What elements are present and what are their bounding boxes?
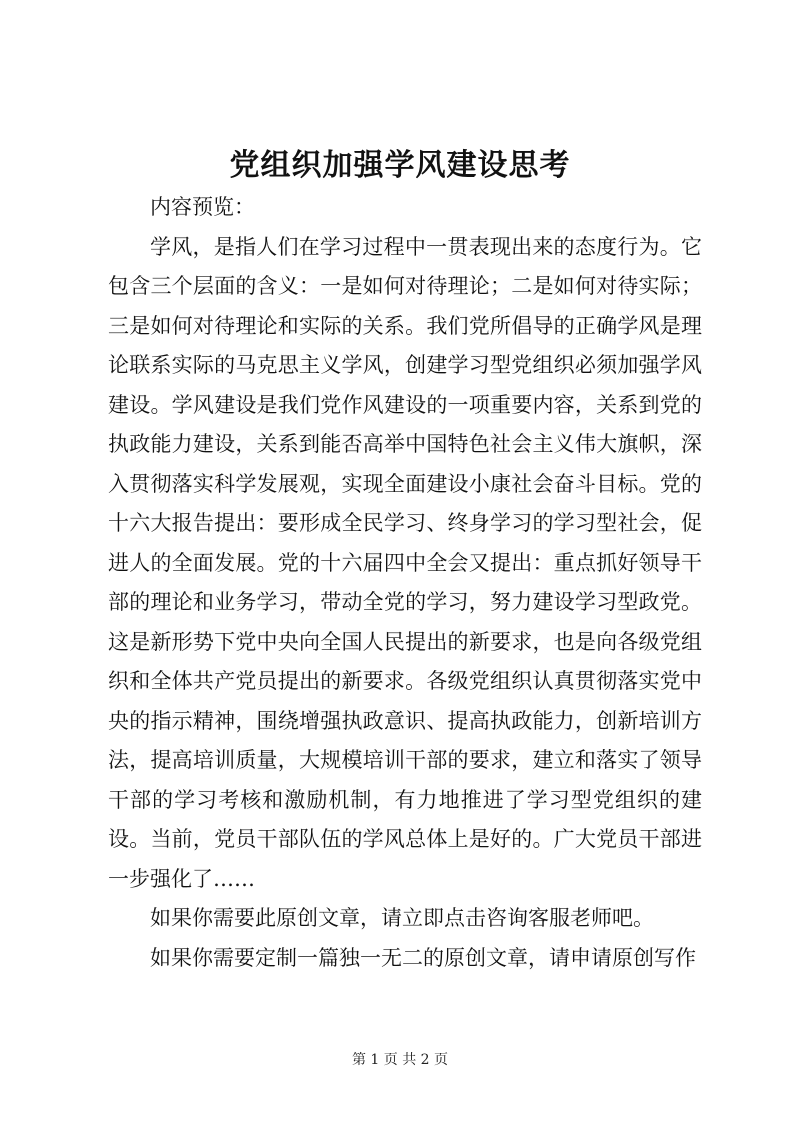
document-title: 党组织加强学风建设思考 <box>229 148 571 183</box>
preview-label: 内容预览： <box>150 195 255 219</box>
page-indicator: 第 1 页 共 2 页 <box>351 1052 449 1068</box>
document-body <box>108 188 702 978</box>
consult-link[interactable]: 如果你需要此原创文章，请立即点击咨询客服老师吧。 <box>150 906 654 930</box>
custom-writing-link[interactable]: 如果你需要定制一篇独一无二的原创文章，请申请原创写作 <box>150 945 696 970</box>
main-paragraph: 学风，是指人们在学习过程中一贯表现出来的态度行为。它包含三个层面的含义：一是如何对待理论；二是如何对待实际；三是如何对待理论和实际的关系。我们党所倡导的正确学风是理论联系实际的马克思主义学风，创建学习型党组织必须加强学风建设。学风建设是我们党作风建设的一项重要内容，关系到党的执政能力建设，关系到能否高举中国特色社会主义伟大旗帜，深入贯彻落实科学发展观，实现全面建设小康社会奋斗目标。党的十六大报告提出：要形成全民学习、终身学习的学习型社会，促进人的全面发展。党的十六届四中全会又提出：重点抓好领导干部的理论和业务学习，带动全党的学习，努力建设学习型政党。这是新形势下党中央向全国人民提出的新要求，也是向各级党组织和全体共产党员提出的新要求。各级党组织认真贯彻落实党中央的指示精神，围绕增强执政意识、提高执政能力，创新培训方法，提高培训质量，大规模培训干部的要求，建立和落实了领导干部的学习考核和激励机制，有力地推进了学习型党组织的建设。当前，党员干部队伍的学风总体上是好的。广大党员干部进一步强化了…… <box>108 234 702 891</box>
